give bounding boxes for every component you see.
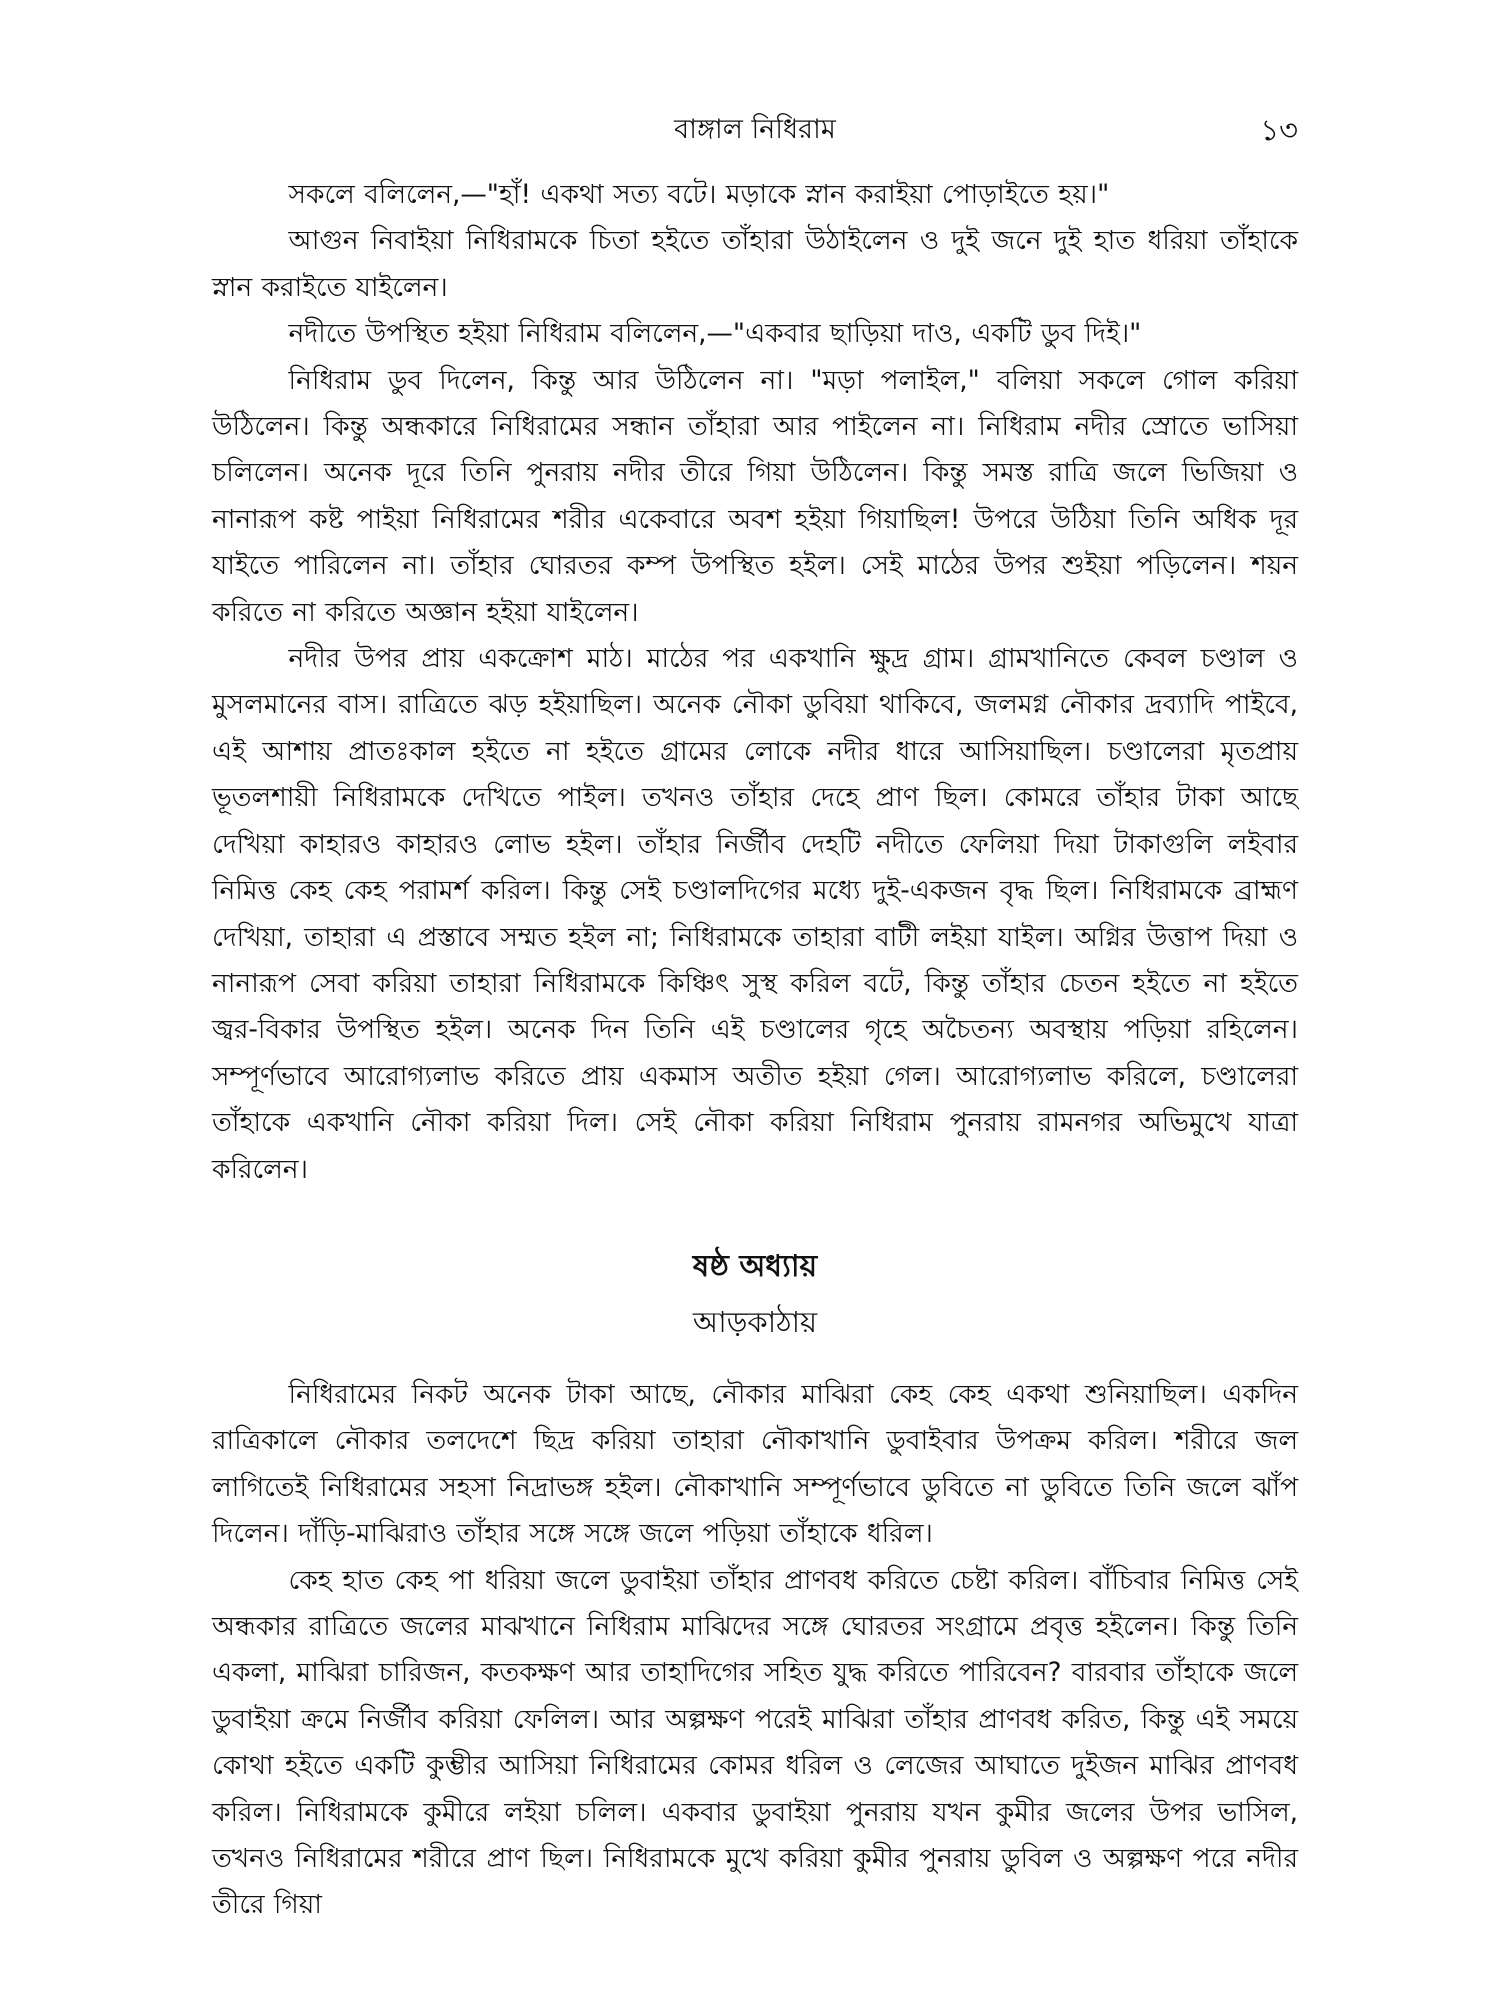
chapter-subtitle: আড়কাঠায়: [692, 1305, 818, 1339]
paragraph: কেহ হাত কেহ পা ধরিয়া জলে ডুবাইয়া তাঁহার প্রাণবধ করিতে চেষ্টা করিল। বাঁচিবার নিমিত্ত সেই অন্ধকার রাত্রিতে জলের মাঝখানে নিধিরাম মাঝিদের সঙ্গে ঘোরতর সংগ্রামে প্রবৃত্ত হইলেন। কিন্তু তিনি একলা, মাঝিরা চারিজন, কতকক্ষণ আর তাহাদিগের সহিত যুদ্ধ করিতে পারিবেন? বারবার তাঁহাকে জলে ডুবাইয়া ক্রমে নির্জীব করিয়া ফেলিল। আর অল্পক্ষণ পরেই মাঝিরা তাঁহার প্রাণবধ করিত, কিন্তু এই সময়ে কোথা হইতে একটি কুম্ভীর আসিয়া নিধিরামের কোমর ধরিল ও লেজের আঘাতে দুইজন মাঝির প্রাণবধ করিল। নিধিরামকে কুমীরে লইয়া চলিল। একবার ডুবাইয়া পুনরায় যখন কুমীর জলের উপর ভাসিল, তখনও নিধিরামের শরীরে প্রাণ ছিল। নিধিরামকে মুখে করিয়া কুমীর পুনরায় ডুবিল ও অল্পক্ষণ পরে নদীর তীরে গিয়া: [212, 1564, 1298, 1921]
page-number: ১৩: [1260, 113, 1298, 147]
paragraph: নিধিরাম ডুব দিলেন, কিন্তু আর উঠিলেন না। "মড়া পলাইল," বলিয়া সকলে গোল করিয়া উঠিলেন। কিন্তু অন্ধকারে নিধিরামের সন্ধান তাঁহারা আর পাইলেন না। নিধিরাম নদীর স্রোতে ভাসিয়া চলিলেন। অনেক দূরে তিনি পুনরায় নদীর তীরে গিয়া উঠিলেন। কিন্তু সমস্ত রাত্রি জলে ভিজিয়া ও নানারূপ কষ্ট পাইয়া নিধিরামের শরীর একেবারে অবশ হইয়া গিয়াছিল! উপরে উঠিয়া তিনি অধিক দূর যাইতে পারিলেন না। তাঁহার ঘোরতর কম্প উপস্থিত হইল। সেই মাঠের উপর শুইয়া পড়িলেন। শয়ন করিতে না করিতে অজ্ঞান হইয়া যাইলেন।: [212, 364, 1298, 628]
running-title: বাঙ্গাল নিধিরাম: [674, 114, 836, 145]
chapter-heading: [212, 1240, 1298, 1350]
paragraph: নিধিরামের নিকট অনেক টাকা আছে, নৌকার মাঝিরা কেহ কেহ একথা শুনিয়াছিল। একদিন রাত্রিকালে নৌকার তলদেশে ছিদ্র করিয়া তাহারা নৌকাখানি ডুবাইবার উপক্রম করিল। শরীরে জল লাগিতেই নিধিরামের সহসা নিদ্রাভঙ্গ হইল। নৌকাখানি সম্পূর্ণভাবে ডুবিতে না ডুবিতে তিনি জলে ঝাঁপ দিলেন। দাঁড়ি-মাঝিরাও তাঁহার সঙ্গে সঙ্গে জলে পড়িয়া তাঁহাকে ধরিল।: [212, 1379, 1298, 1550]
running-header: [212, 108, 1298, 152]
paragraph: আগুন নিবাইয়া নিধিরামকে চিতা হইতে তাঁহারা উঠাইলেন ও দুই জনে দুই হাত ধরিয়া তাঁহাকে স্নান করাইতে যাইলেন।: [212, 225, 1298, 303]
chapter-title: ষষ্ঠ অধ্যায়: [692, 1249, 818, 1284]
body-text-section-2: [212, 1372, 1298, 1929]
paragraph: নদীতে উপস্থিত হইয়া নিধিরাম বলিলেন,—"একবার ছাড়িয়া দাও, একটি ডুব দিই।": [288, 318, 1142, 350]
paragraph: নদীর উপর প্রায় একক্রোশ মাঠ। মাঠের পর একখানি ক্ষুদ্র গ্রাম। গ্রামখানিতে কেবল চণ্ডাল ও মুসলমানের বাস। রাত্রিতে ঝড় হইয়াছিল। অনেক নৌকা ডুবিয়া থাকিবে, জলমগ্ন নৌকার দ্রব্যাদি পাইবে, এই আশায় প্রাতঃকাল হইতে না হইতে গ্রামের লোকে নদীর ধারে আসিয়াছিল। চণ্ডালেরা মৃতপ্রায় ভূতলশায়ী নিধিরামকে দেখিতে পাইল। তখনও তাঁহার দেহে প্রাণ ছিল। কোমরে তাঁহার টাকা আছে দেখিয়া কাহারও কাহারও লোভ হইল। তাঁহার নির্জীব দেহটি নদীতে ফেলিয়া দিয়া টাকাগুলি লইবার নিমিত্ত কেহ কেহ পরামর্শ করিল। কিন্তু সেই চণ্ডালদিগের মধ্যে দুই-একজন বৃদ্ধ ছিল। নিধিরামকে ব্রাহ্মণ দেখিয়া, তাহারা এ প্রস্তাবে সম্মত হইল না; নিধিরামকে তাহারা বাটী লইয়া যাইল। অগ্নির উত্তাপ দিয়া ও নানারূপ সেবা করিয়া তাহারা নিধিরামকে কিঞ্চিৎ সুস্থ করিল বটে, কিন্তু তাঁহার চেতন হইতে না হইতে জ্বর-বিকার উপস্থিত হইল। অনেক দিন তিনি এই চণ্ডালের গৃহে অচৈতন্য অবস্থায় পড়িয়া রহিলেন। সম্পূর্ণভাবে আরোগ্যলাভ করিতে প্রায় একমাস অতীত হইয়া গেল। আরোগ্যলাভ করিলে, চণ্ডালেরা তাঁহাকে একখানি নৌকা করিয়া দিল। সেই নৌকা করিয়া নিধিরাম পুনরায় রামনগর অভিমুখে যাত্রা করিলেন।: [212, 643, 1298, 1185]
body-text-section-1: [212, 172, 1298, 1193]
paragraph: সকলে বলিলেন,—"হাঁ! একথা সত্য বটে। মড়াকে স্নান করাইয়া পোড়াইতে হয়।": [288, 179, 1110, 210]
